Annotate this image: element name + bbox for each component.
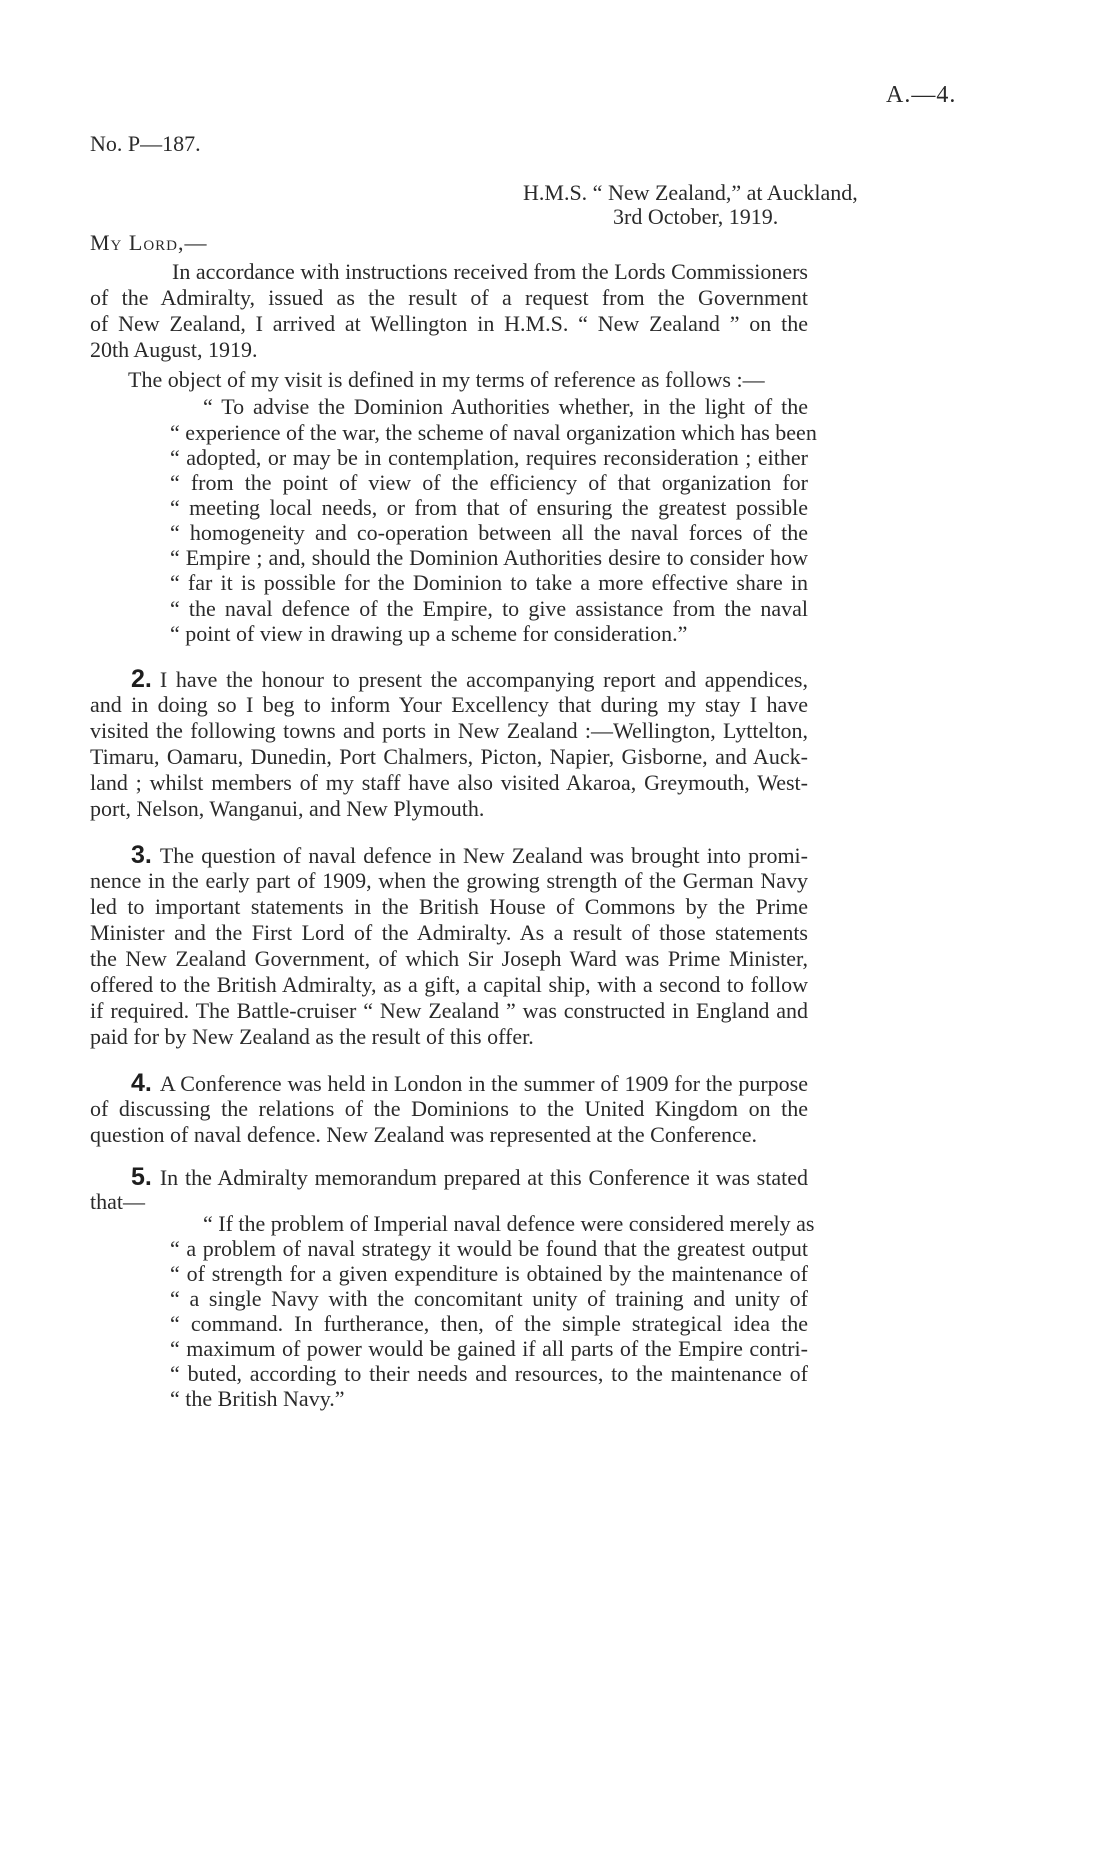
- paragraph-line: visited the following towns and ports in New Zealand :—Wellington, Lyttelton,: [90, 718, 808, 743]
- paragraph-line: [131, 1162, 808, 1193]
- paragraph-number: 5.: [131, 1163, 152, 1191]
- paragraph-line: offered to the British Admiralty, as a gift, a capital ship, with a second to follow: [90, 972, 808, 997]
- quote-line: “ adopted, or may be in contemplation, requires reconsideration ; either: [170, 445, 808, 470]
- paragraph-line: of the Admiralty, issued as the result of a request from the Government: [90, 285, 808, 310]
- paragraph-line: nence in the early part of 1909, when the growing strength of the German Navy: [90, 868, 808, 893]
- paragraph-line: paid for by New Zealand as the result of this offer.: [90, 1024, 534, 1049]
- sender-location: H.M.S. “ New Zealand,” at Auckland,: [523, 180, 858, 205]
- quote-line: “ maximum of power would be gained if all parts of the Empire contri-: [170, 1336, 808, 1361]
- letter-date: 3rd October, 1919.: [613, 204, 779, 229]
- paragraph-text: In the Admiralty memorandum prepared at this Conference it was stated: [159, 1165, 808, 1190]
- quote-line: “ If the problem of Imperial naval defence were considered merely as: [203, 1211, 815, 1236]
- paragraph-line: if required. The Battle-cruiser “ New Zealand ” was constructed in England and: [90, 998, 808, 1023]
- quote-line: “ meeting local needs, or from that of ensuring the greatest possible: [170, 495, 808, 520]
- quote-line: “ far it is possible for the Dominion to take a more effective share in: [170, 570, 808, 595]
- dispatch-number: No. P—187.: [90, 131, 201, 156]
- paragraph-text: A Conference was held in London in the summer of 1909 for the purpose: [159, 1071, 808, 1096]
- paragraph-line: of discussing the relations of the Dominions to the United Kingdom on the: [90, 1096, 808, 1121]
- quote-line: “ the British Navy.”: [170, 1386, 345, 1411]
- paragraph-line: In accordance with instructions received from the Lords Commissioners: [172, 259, 808, 284]
- paragraph-number: 4.: [131, 1069, 152, 1097]
- object-intro: The object of my visit is defined in my terms of reference as follows :—: [128, 367, 765, 392]
- paragraph-number: 2.: [131, 665, 152, 693]
- quote-line: “ To advise the Dominion Authorities whether, in the light of the: [203, 394, 808, 419]
- paragraph-line: that—: [90, 1189, 145, 1214]
- paragraph-line: of New Zealand, I arrived at Wellington in H.M.S. “ New Zealand ” on the: [90, 311, 808, 336]
- paragraph-line: land ; whilst members of my staff have also visited Akaroa, Greymouth, West-: [90, 770, 808, 795]
- quote-line: “ command. In furtherance, then, of the simple strategical idea the: [170, 1311, 808, 1336]
- paragraph-line: question of naval defence. New Zealand was represented at the Conference.: [90, 1122, 758, 1147]
- quote-line: “ of strength for a given expenditure is obtained by the maintenance of: [170, 1261, 808, 1286]
- paragraph-text: I have the honour to present the accompanying report and appendices,: [159, 667, 808, 692]
- paragraph-line: Minister and the First Lord of the Admiralty. As a result of those statements: [90, 920, 808, 945]
- paragraph-number: 3.: [131, 841, 152, 869]
- paragraph-text: The question of naval defence in New Zealand was brought into promi-: [159, 843, 808, 868]
- paragraph-line: and in doing so I beg to inform Your Excellency that during my stay I have: [90, 692, 808, 717]
- quote-line: “ homogeneity and co-operation between all the naval forces of the: [170, 520, 808, 545]
- document-reference: A.—4.: [886, 82, 957, 108]
- quote-line: “ a problem of naval strategy it would be found that the greatest output: [170, 1236, 808, 1261]
- quote-line: “ experience of the war, the scheme of naval organization which has been: [170, 420, 817, 445]
- salutation: My Lord,—: [90, 230, 208, 255]
- quote-line: “ from the point of view of the efficiency of that organization for: [170, 470, 808, 495]
- paragraph-line: led to important statements in the British House of Commons by the Prime: [90, 894, 808, 919]
- quote-line: “ the naval defence of the Empire, to give assistance from the naval: [170, 596, 808, 621]
- paragraph-line: port, Nelson, Wanganui, and New Plymouth.: [90, 796, 485, 821]
- paragraph-line: 20th August, 1919.: [90, 337, 258, 362]
- paragraph-line: the New Zealand Government, of which Sir Joseph Ward was Prime Minister,: [90, 946, 808, 971]
- quote-line: “ Empire ; and, should the Dominion Authorities desire to consider how: [170, 545, 808, 570]
- quote-line: “ buted, according to their needs and resources, to the maintenance of: [170, 1361, 808, 1386]
- paragraph-line: Timaru, Oamaru, Dunedin, Port Chalmers, Picton, Napier, Gisborne, and Auck-: [90, 744, 808, 769]
- quote-line: “ point of view in drawing up a scheme for consideration.”: [170, 621, 688, 646]
- quote-line: “ a single Navy with the concomitant unity of training and unity of: [170, 1286, 808, 1311]
